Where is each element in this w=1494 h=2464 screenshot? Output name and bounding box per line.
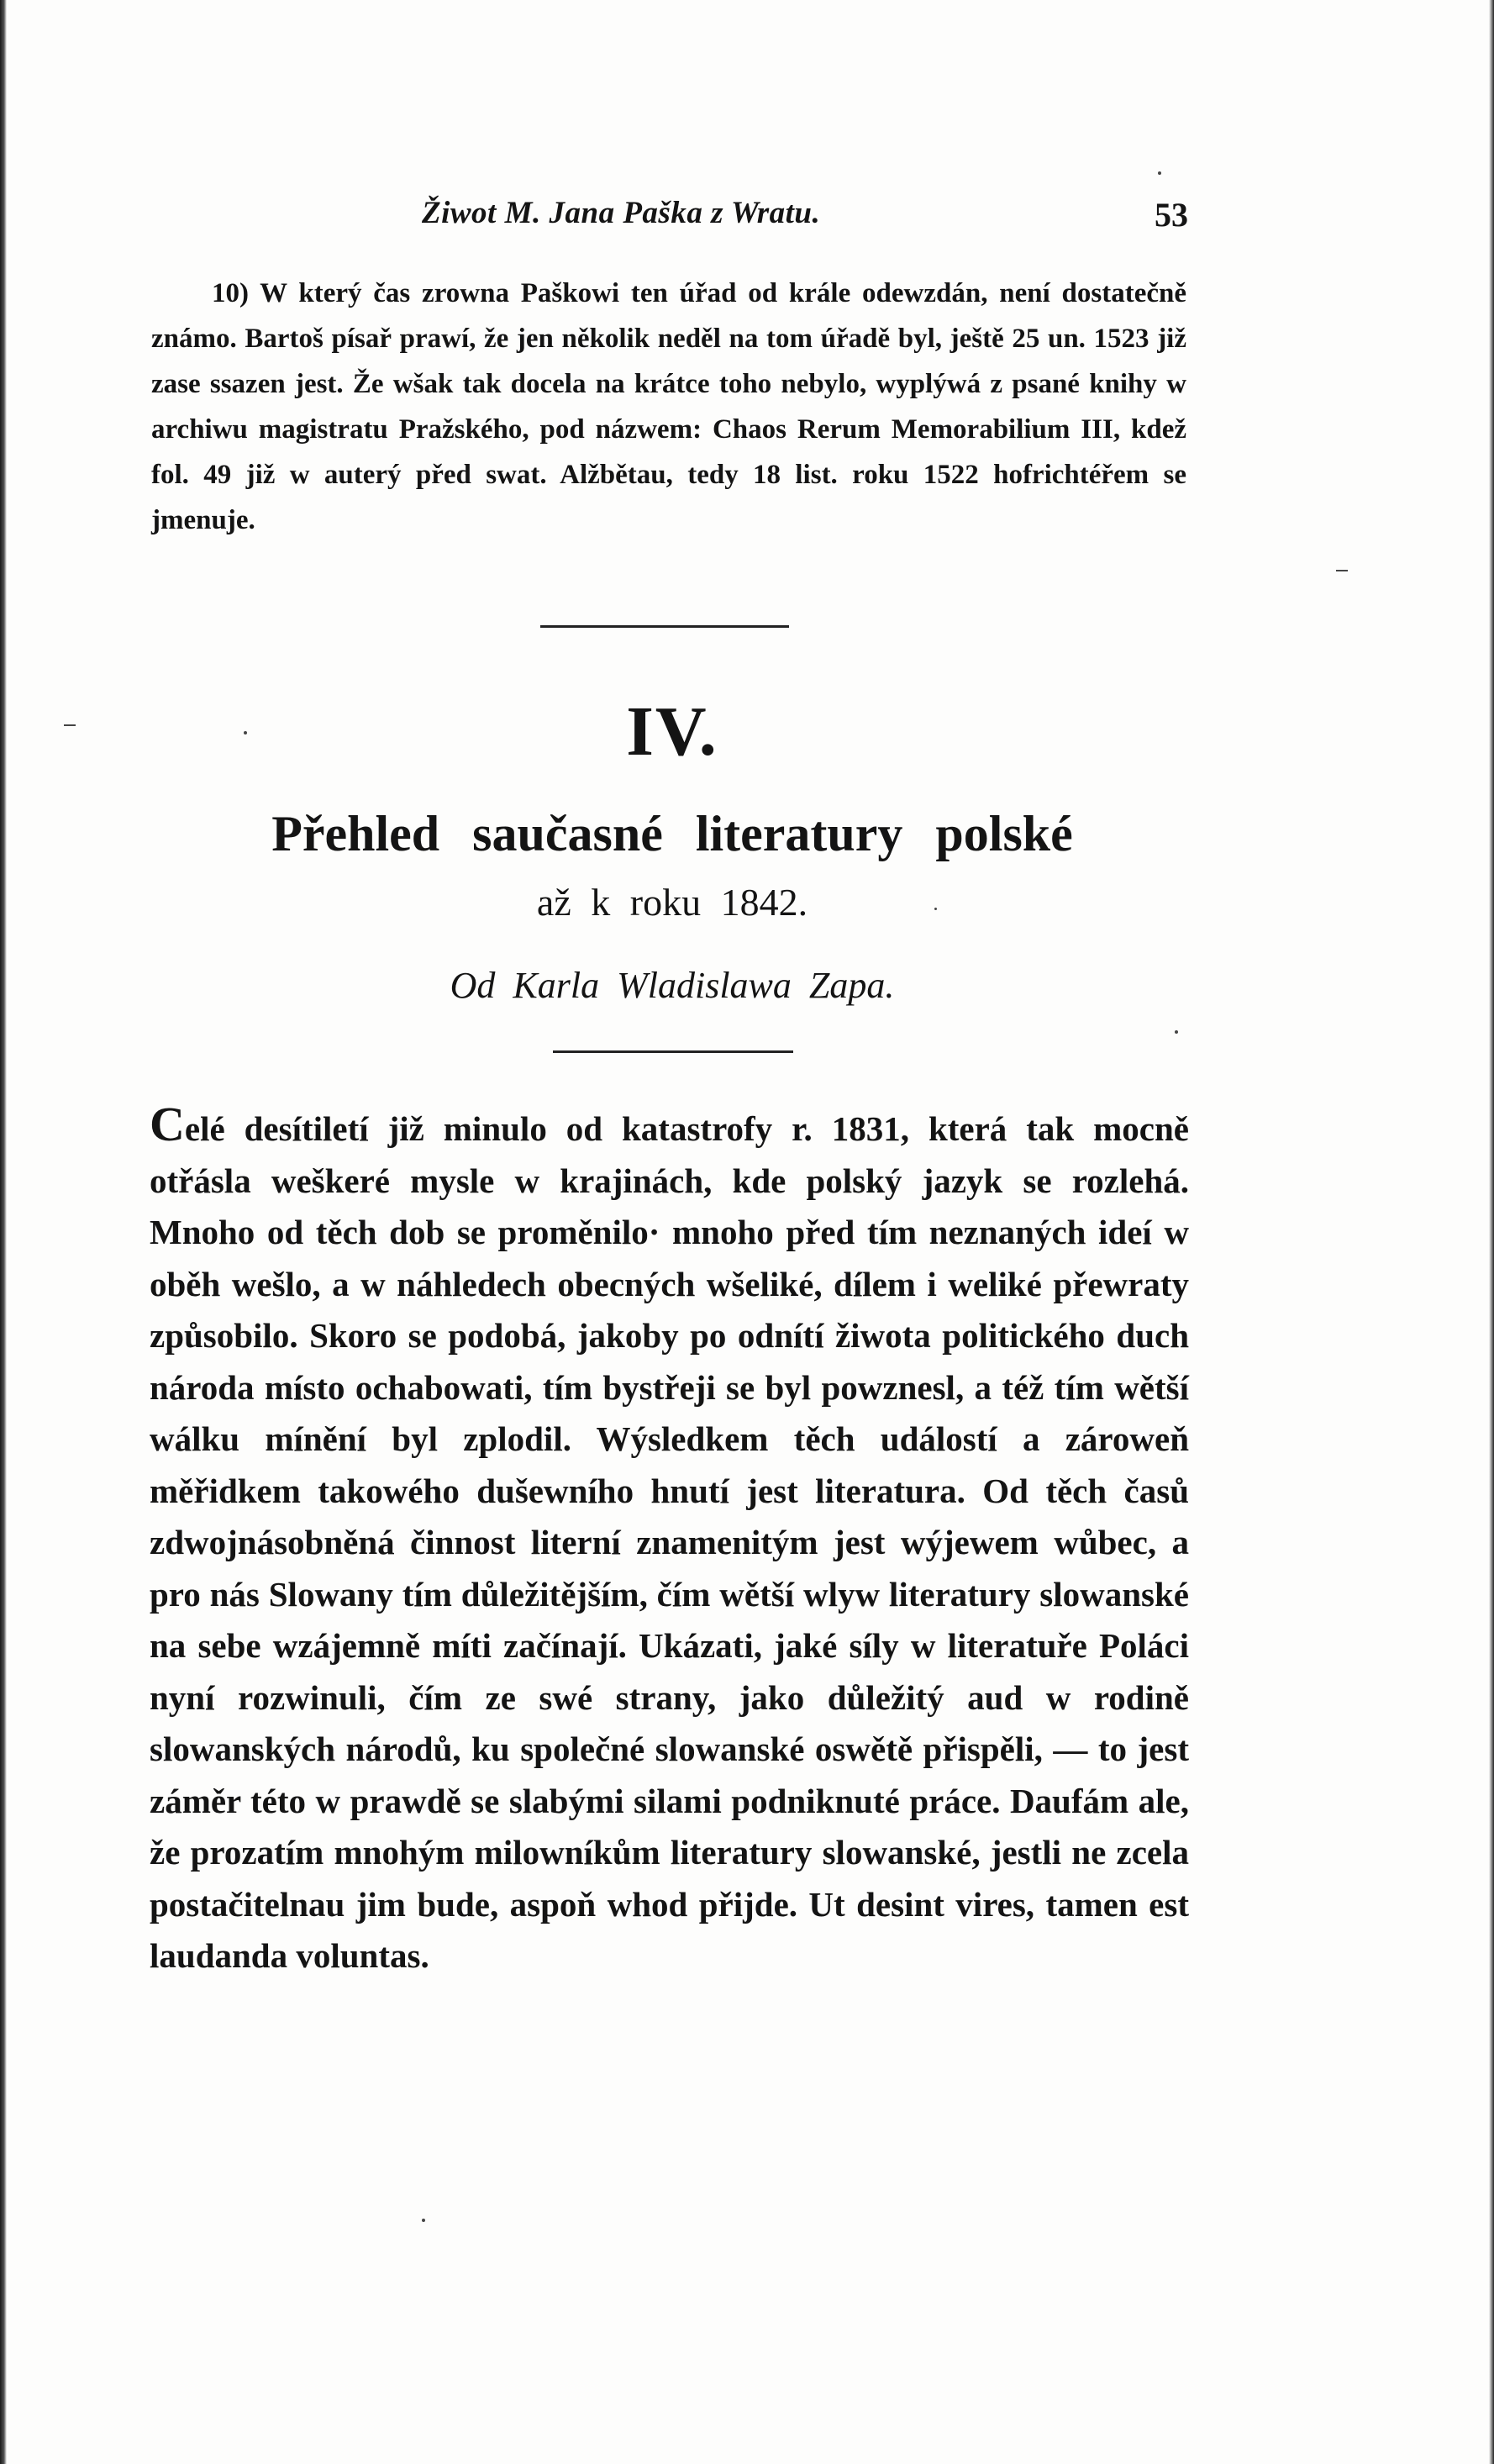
paper-speck <box>422 2219 425 2222</box>
divider-rule <box>540 625 789 628</box>
paper-speck <box>1158 171 1161 175</box>
paper-speck <box>1175 1030 1178 1034</box>
running-head <box>153 195 1188 245</box>
footnote-text: 10) W který čas zrowna Paškowi ten úřad od krále odewzdán, není dostatečně známo. Bartoš písař prawí, že jen několik neděl na tom úřadě byl, ještě 25 un. 1523 již zase ssazen jest. Že wšak tak docela na krátce toho nebylo, wyplýwá z psané knihy w archiwu magistratu Pražského, pod názwem: Chaos Rerum Memorabilium III, kdež fol. 49 již w auterý před swat. Alžbětau, tedy 18 list. roku 1522 hofrichtéřem se jmenuje. <box>151 278 1186 535</box>
page-left-edge <box>0 0 7 2464</box>
body-paragraph <box>150 1097 1189 1982</box>
drop-cap: C <box>150 1097 185 1151</box>
body-text <box>150 1097 1189 1982</box>
paper-speck <box>244 731 247 734</box>
body-paragraph-text: elé desítiletí již minulo od katastrofy r. 1831, která tak mocně otřásla weškeré mysle w krajinách, kde polský jazyk se rozlehá. Mnoho od těch dob se proměnilo· mnoho před tím neznaných ideí w oběh wešlo, a w náhledech obecných wšeliké, dílem i weliké přewraty způsobilo. Skoro se podobá, jakoby po odnítí žiwota politického duch národa místo ochabowati, tím bystřeji se byl powznesl, a též tím wětší wálku mínění byl zplodil. Wýsledkem těch událostí a zároweň měřidkem takowého dušewního hnutí jest literatura. Od těch časů zdwojnásobněná činnost literní znamenitým jest wýjewem wůbec, a pro nás Slowany tím důležitějším, čím wětší wlyw literatury slowanské na sebe wzájemně míti začínají. Ukázati, jaké síly w literatuře Poláci nyní rozwinuli, čím ze swé strany, jako důležitý aud w rodině slowanských národů, ku společné slowanské oswětě přispěli, — to jest záměr této w prawdě se slabými silami podniknuté práce. Daufám ale, že prozatím mnohým milowníkům literatury slowanské, jestli ne zcela postačitelnau jim bude, aspoň whod přijde. Ut desint vires, tamen est laudanda voluntas. <box>150 1109 1189 1975</box>
article-subtitle: až k roku 1842. <box>536 881 808 924</box>
page-right-edge <box>1489 0 1494 2464</box>
paper-speck <box>64 724 76 726</box>
page-number: 53 <box>1155 196 1188 234</box>
chapter-numeral: IV. <box>626 692 718 771</box>
article-title: Přehled saučasné literatury polské <box>271 806 1073 861</box>
divider-rule <box>553 1050 793 1053</box>
running-title: Žiwot M. Jana Paška z Wratu. <box>422 196 821 230</box>
footnote <box>151 271 1186 543</box>
paper-speck <box>1336 570 1348 571</box>
paper-speck <box>934 908 937 910</box>
article-author: Od Karla Wladislawa Zapa. <box>450 965 895 1006</box>
